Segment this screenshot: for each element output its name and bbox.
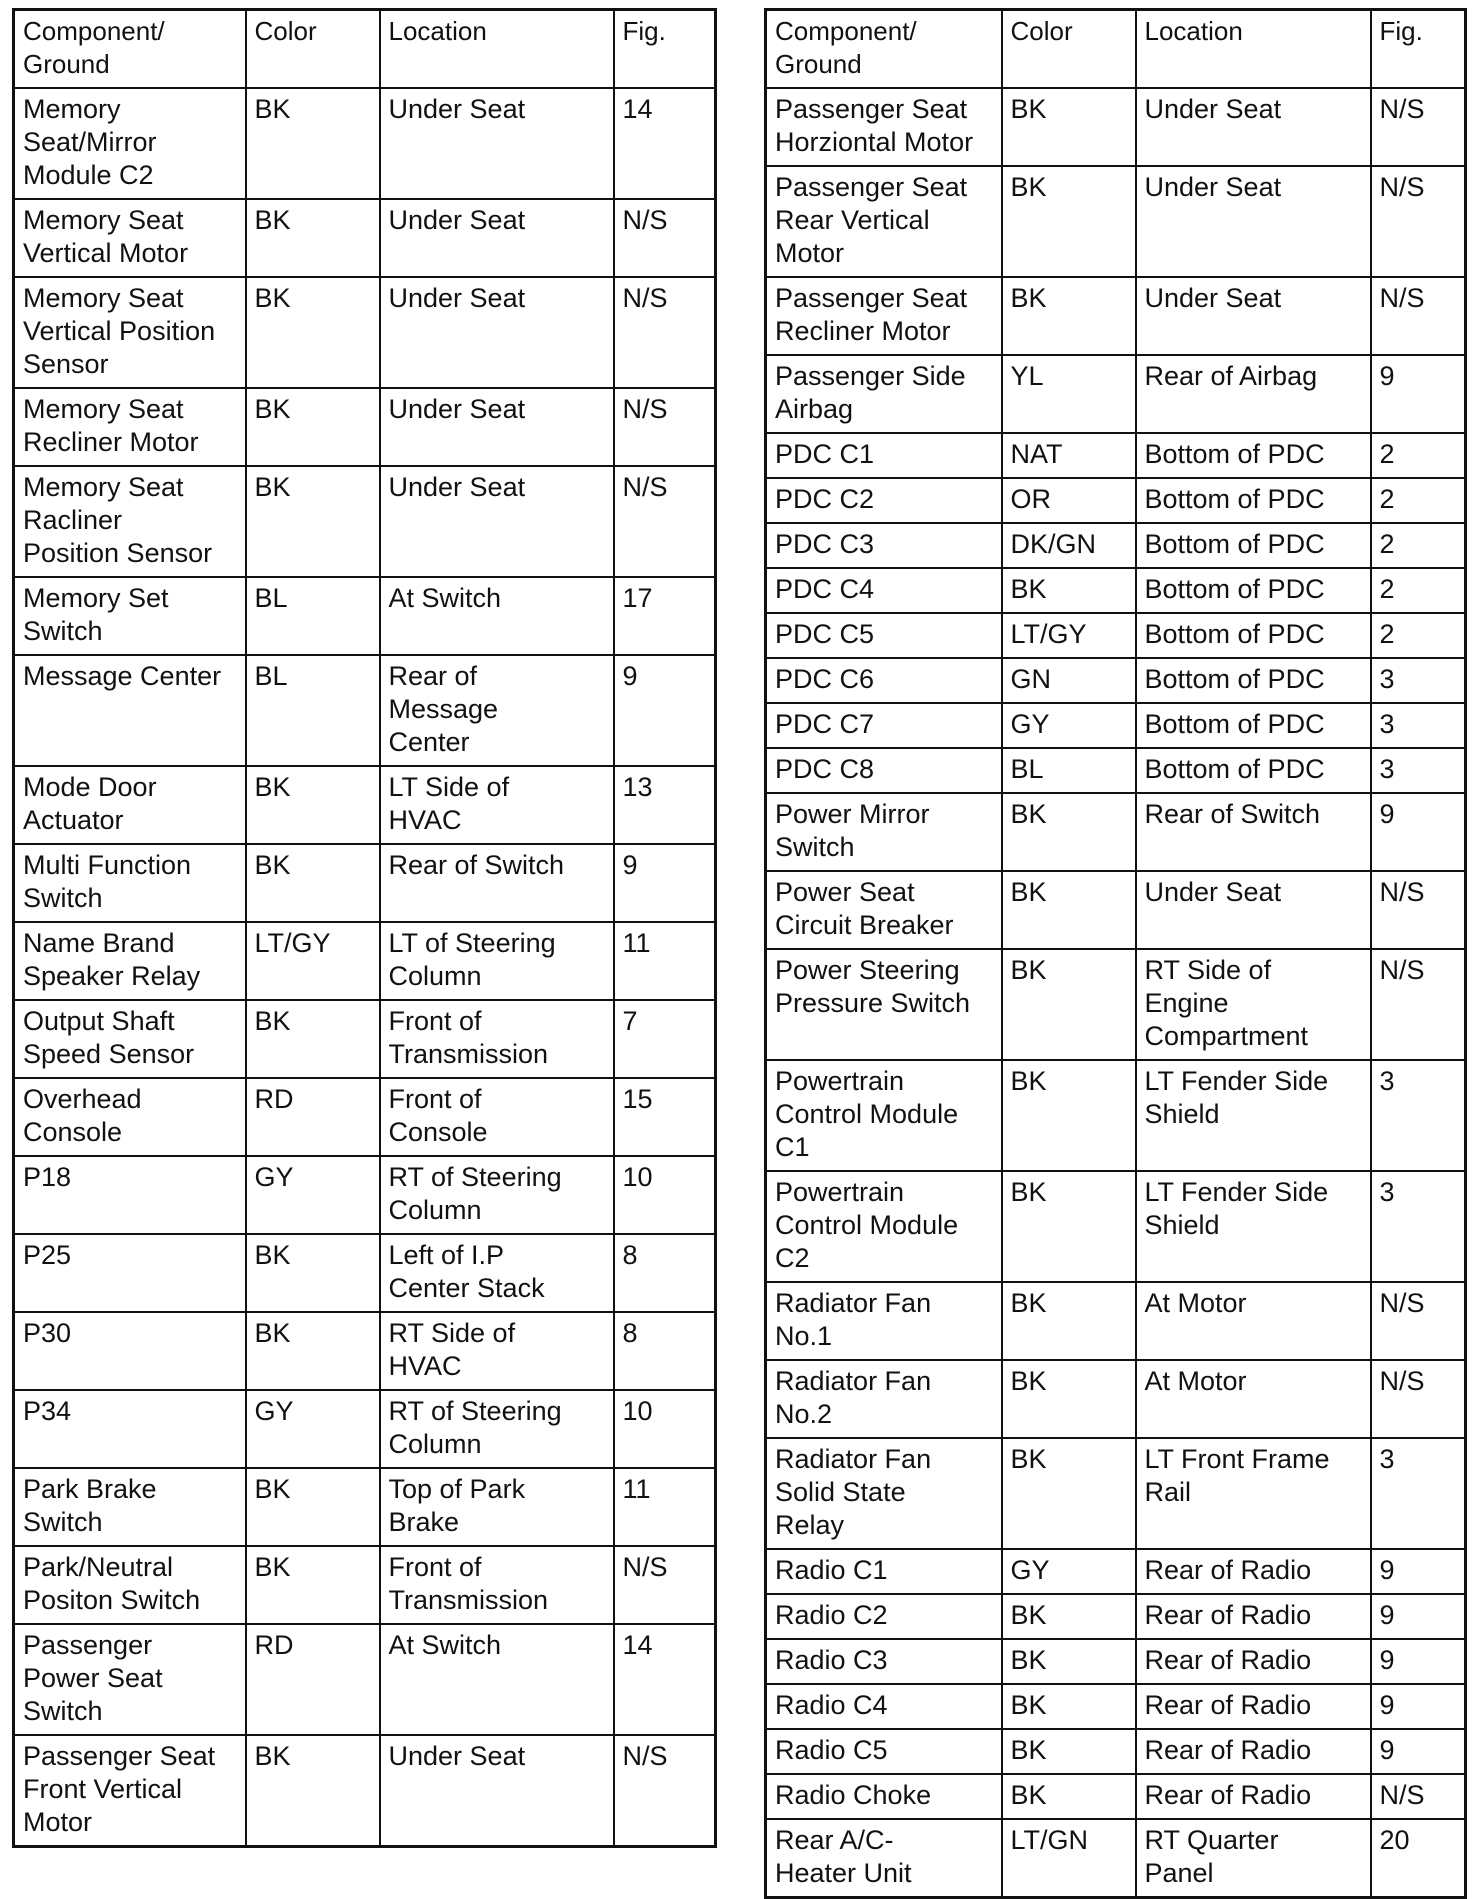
cell-component: Overhead Console bbox=[14, 1078, 246, 1156]
cell-color: BK bbox=[1002, 1684, 1136, 1729]
cell-location: LT Side of HVAC bbox=[380, 766, 614, 844]
cell-location: Under Seat bbox=[1136, 166, 1371, 277]
header-component: Component/ Ground bbox=[766, 10, 1002, 89]
table-row bbox=[766, 1060, 1466, 1171]
cell-location: Under Seat bbox=[380, 88, 614, 199]
cell-color: BK bbox=[246, 1234, 380, 1312]
cell-color: BL bbox=[1002, 748, 1136, 793]
cell-location: Front of Console bbox=[380, 1078, 614, 1156]
cell-component: Memory Seat/Mirror Module C2 bbox=[14, 88, 246, 199]
cell-fig: 14 bbox=[614, 1624, 716, 1735]
table-row bbox=[766, 88, 1466, 166]
cell-component: Radio C5 bbox=[766, 1729, 1002, 1774]
cell-location: Rear of Switch bbox=[380, 844, 614, 922]
cell-color: NAT bbox=[1002, 433, 1136, 478]
cell-fig: 17 bbox=[614, 577, 716, 655]
cell-color: BK bbox=[1002, 1594, 1136, 1639]
cell-location: At Switch bbox=[380, 1624, 614, 1735]
cell-color: LT/GN bbox=[1002, 1819, 1136, 1898]
cell-component: Powertrain Control Module C1 bbox=[766, 1060, 1002, 1171]
cell-component: P18 bbox=[14, 1156, 246, 1234]
cell-location: Bottom of PDC bbox=[1136, 523, 1371, 568]
table-row bbox=[14, 466, 716, 577]
table-row bbox=[14, 1078, 716, 1156]
cell-color: GN bbox=[1002, 658, 1136, 703]
cell-color: BK bbox=[1002, 1438, 1136, 1549]
cell-fig: 3 bbox=[1371, 1171, 1466, 1282]
cell-location: At Motor bbox=[1136, 1282, 1371, 1360]
cell-color: LT/GY bbox=[1002, 613, 1136, 658]
cell-fig: N/S bbox=[614, 199, 716, 277]
table-row bbox=[14, 655, 716, 766]
cell-fig: N/S bbox=[1371, 88, 1466, 166]
cell-location: Front of Transmission bbox=[380, 1000, 614, 1078]
header-color: Color bbox=[246, 10, 380, 89]
cell-fig: 9 bbox=[614, 655, 716, 766]
table-row bbox=[14, 277, 716, 388]
cell-component: Passenger Seat Front Vertical Motor bbox=[14, 1735, 246, 1847]
cell-color: GY bbox=[246, 1390, 380, 1468]
cell-fig: 9 bbox=[614, 844, 716, 922]
cell-location: RT Quarter Panel bbox=[1136, 1819, 1371, 1898]
cell-color: BK bbox=[1002, 1729, 1136, 1774]
cell-component: Memory Seat Recliner Motor bbox=[14, 388, 246, 466]
cell-color: BK bbox=[1002, 88, 1136, 166]
cell-component: Memory Seat Racliner Position Sensor bbox=[14, 466, 246, 577]
cell-fig: 3 bbox=[1371, 658, 1466, 703]
table-row bbox=[766, 793, 1466, 871]
cell-fig: 20 bbox=[1371, 1819, 1466, 1898]
cell-fig: 2 bbox=[1371, 478, 1466, 523]
cell-location: Under Seat bbox=[380, 1735, 614, 1847]
cell-location: At Switch bbox=[380, 577, 614, 655]
table-row bbox=[14, 1390, 716, 1468]
cell-component: P34 bbox=[14, 1390, 246, 1468]
cell-color: BK bbox=[1002, 166, 1136, 277]
table-row bbox=[766, 166, 1466, 277]
cell-location: Under Seat bbox=[380, 277, 614, 388]
cell-color: LT/GY bbox=[246, 922, 380, 1000]
cell-location: Under Seat bbox=[380, 199, 614, 277]
cell-location: LT Front Frame Rail bbox=[1136, 1438, 1371, 1549]
table-row bbox=[14, 88, 716, 199]
cell-component: Name Brand Speaker Relay bbox=[14, 922, 246, 1000]
cell-component: Rear A/C- Heater Unit bbox=[766, 1819, 1002, 1898]
cell-component: PDC C2 bbox=[766, 478, 1002, 523]
cell-component: PDC C7 bbox=[766, 703, 1002, 748]
cell-fig: 2 bbox=[1371, 568, 1466, 613]
table-row bbox=[766, 478, 1466, 523]
table-row bbox=[766, 703, 1466, 748]
table-row bbox=[14, 388, 716, 466]
header-row bbox=[766, 10, 1466, 89]
table-row bbox=[766, 1594, 1466, 1639]
cell-fig: 3 bbox=[1371, 1438, 1466, 1549]
cell-location: Rear of Radio bbox=[1136, 1684, 1371, 1729]
cell-color: BK bbox=[246, 277, 380, 388]
cell-component: Passenger Power Seat Switch bbox=[14, 1624, 246, 1735]
cell-color: BK bbox=[246, 1000, 380, 1078]
cell-color: BK bbox=[1002, 1360, 1136, 1438]
table-row bbox=[14, 844, 716, 922]
cell-fig: N/S bbox=[614, 466, 716, 577]
cell-component: Memory Seat Vertical Position Sensor bbox=[14, 277, 246, 388]
cell-component: PDC C6 bbox=[766, 658, 1002, 703]
cell-location: Under Seat bbox=[1136, 88, 1371, 166]
cell-location: Bottom of PDC bbox=[1136, 613, 1371, 658]
cell-color: BK bbox=[246, 1468, 380, 1546]
cell-location: Rear of Radio bbox=[1136, 1729, 1371, 1774]
table-row bbox=[766, 277, 1466, 355]
header-fig: Fig. bbox=[1371, 10, 1466, 89]
cell-location: LT Fender Side Shield bbox=[1136, 1171, 1371, 1282]
cell-location: Rear of Radio bbox=[1136, 1594, 1371, 1639]
cell-color: BK bbox=[246, 1312, 380, 1390]
cell-component: Power Steering Pressure Switch bbox=[766, 949, 1002, 1060]
cell-location: Rear of Radio bbox=[1136, 1549, 1371, 1594]
left-ground-table bbox=[12, 8, 717, 1848]
table-row bbox=[14, 922, 716, 1000]
cell-color: BK bbox=[1002, 949, 1136, 1060]
cell-color: BK bbox=[1002, 568, 1136, 613]
cell-fig: 9 bbox=[1371, 355, 1466, 433]
cell-fig: 13 bbox=[614, 766, 716, 844]
cell-location: At Motor bbox=[1136, 1360, 1371, 1438]
cell-component: PDC C8 bbox=[766, 748, 1002, 793]
cell-component: P30 bbox=[14, 1312, 246, 1390]
cell-location: Rear of Message Center bbox=[380, 655, 614, 766]
cell-fig: N/S bbox=[1371, 1282, 1466, 1360]
cell-fig: 2 bbox=[1371, 523, 1466, 568]
table-row bbox=[766, 871, 1466, 949]
header-row bbox=[14, 10, 716, 89]
cell-color: BK bbox=[246, 199, 380, 277]
cell-color: BK bbox=[246, 466, 380, 577]
cell-color: BK bbox=[1002, 1171, 1136, 1282]
cell-fig: 2 bbox=[1371, 433, 1466, 478]
cell-color: BK bbox=[1002, 871, 1136, 949]
cell-component: Radiator Fan Solid State Relay bbox=[766, 1438, 1002, 1549]
table-row bbox=[14, 1156, 716, 1234]
cell-fig: 15 bbox=[614, 1078, 716, 1156]
table-row bbox=[766, 355, 1466, 433]
cell-location: Bottom of PDC bbox=[1136, 478, 1371, 523]
cell-component: PDC C1 bbox=[766, 433, 1002, 478]
cell-color: BK bbox=[1002, 1774, 1136, 1819]
cell-component: Radio C4 bbox=[766, 1684, 1002, 1729]
cell-fig: N/S bbox=[1371, 166, 1466, 277]
table-row bbox=[766, 1819, 1466, 1898]
cell-color: BK bbox=[246, 388, 380, 466]
cell-color: GY bbox=[1002, 703, 1136, 748]
cell-component: Power Seat Circuit Breaker bbox=[766, 871, 1002, 949]
cell-component: P25 bbox=[14, 1234, 246, 1312]
cell-location: RT of Steering Column bbox=[380, 1390, 614, 1468]
cell-component: Passenger Seat Rear Vertical Motor bbox=[766, 166, 1002, 277]
cell-component: Passenger Seat Recliner Motor bbox=[766, 277, 1002, 355]
table-row bbox=[766, 1729, 1466, 1774]
cell-component: Radiator Fan No.1 bbox=[766, 1282, 1002, 1360]
cell-fig: 9 bbox=[1371, 1729, 1466, 1774]
cell-location: Front of Transmission bbox=[380, 1546, 614, 1624]
cell-component: Multi Function Switch bbox=[14, 844, 246, 922]
table-row bbox=[766, 658, 1466, 703]
cell-component: Memory Seat Vertical Motor bbox=[14, 199, 246, 277]
cell-fig: 3 bbox=[1371, 703, 1466, 748]
cell-fig: 10 bbox=[614, 1390, 716, 1468]
table-row bbox=[14, 1624, 716, 1735]
cell-location: RT of Steering Column bbox=[380, 1156, 614, 1234]
cell-fig: N/S bbox=[1371, 277, 1466, 355]
cell-component: Mode Door Actuator bbox=[14, 766, 246, 844]
header-component: Component/ Ground bbox=[14, 10, 246, 89]
table-row bbox=[14, 1000, 716, 1078]
cell-fig: 8 bbox=[614, 1312, 716, 1390]
table-row bbox=[766, 1438, 1466, 1549]
cell-color: BK bbox=[246, 88, 380, 199]
cell-color: YL bbox=[1002, 355, 1136, 433]
cell-location: Bottom of PDC bbox=[1136, 748, 1371, 793]
cell-location: Rear of Switch bbox=[1136, 793, 1371, 871]
table-row bbox=[766, 1360, 1466, 1438]
cell-color: RD bbox=[246, 1078, 380, 1156]
cell-component: Message Center bbox=[14, 655, 246, 766]
cell-component: Passenger Side Airbag bbox=[766, 355, 1002, 433]
cell-color: BK bbox=[1002, 1639, 1136, 1684]
table-row bbox=[14, 1546, 716, 1624]
right-ground-table bbox=[764, 8, 1467, 1899]
cell-fig: 9 bbox=[1371, 1639, 1466, 1684]
cell-component: Radiator Fan No.2 bbox=[766, 1360, 1002, 1438]
cell-location: Rear of Airbag bbox=[1136, 355, 1371, 433]
cell-fig: 10 bbox=[614, 1156, 716, 1234]
cell-component: Output Shaft Speed Sensor bbox=[14, 1000, 246, 1078]
cell-component: PDC C3 bbox=[766, 523, 1002, 568]
cell-component: PDC C4 bbox=[766, 568, 1002, 613]
cell-fig: N/S bbox=[1371, 1774, 1466, 1819]
cell-color: BK bbox=[246, 1735, 380, 1847]
cell-fig: N/S bbox=[614, 277, 716, 388]
cell-fig: N/S bbox=[614, 388, 716, 466]
table-row bbox=[766, 1171, 1466, 1282]
cell-fig: N/S bbox=[1371, 871, 1466, 949]
cell-fig: N/S bbox=[1371, 1360, 1466, 1438]
cell-fig: 11 bbox=[614, 922, 716, 1000]
cell-location: LT of Steering Column bbox=[380, 922, 614, 1000]
cell-color: BK bbox=[246, 1546, 380, 1624]
table-row bbox=[766, 568, 1466, 613]
table-row bbox=[14, 1735, 716, 1847]
table-row bbox=[14, 1468, 716, 1546]
table-row bbox=[14, 577, 716, 655]
cell-color: BK bbox=[246, 844, 380, 922]
cell-color: BK bbox=[1002, 1282, 1136, 1360]
table-row bbox=[766, 1774, 1466, 1819]
table-row bbox=[766, 949, 1466, 1060]
cell-color: GY bbox=[1002, 1549, 1136, 1594]
header-color: Color bbox=[1002, 10, 1136, 89]
cell-fig: 9 bbox=[1371, 793, 1466, 871]
cell-location: Under Seat bbox=[1136, 871, 1371, 949]
cell-component: Radio C3 bbox=[766, 1639, 1002, 1684]
cell-color: BK bbox=[1002, 1060, 1136, 1171]
header-location: Location bbox=[1136, 10, 1371, 89]
cell-color: BL bbox=[246, 577, 380, 655]
cell-location: Under Seat bbox=[1136, 277, 1371, 355]
header-location: Location bbox=[380, 10, 614, 89]
table-row bbox=[766, 523, 1466, 568]
cell-component: Radio Choke bbox=[766, 1774, 1002, 1819]
cell-component: Radio C1 bbox=[766, 1549, 1002, 1594]
cell-fig: 3 bbox=[1371, 1060, 1466, 1171]
cell-location: Rear of Radio bbox=[1136, 1639, 1371, 1684]
table-row bbox=[14, 199, 716, 277]
cell-fig: N/S bbox=[614, 1546, 716, 1624]
cell-color: DK/GN bbox=[1002, 523, 1136, 568]
cell-location: LT Fender Side Shield bbox=[1136, 1060, 1371, 1171]
table-row bbox=[14, 766, 716, 844]
header-fig: Fig. bbox=[614, 10, 716, 89]
cell-fig: N/S bbox=[614, 1735, 716, 1847]
cell-color: BL bbox=[246, 655, 380, 766]
cell-location: Left of I.P Center Stack bbox=[380, 1234, 614, 1312]
table-row bbox=[766, 1639, 1466, 1684]
table-row bbox=[766, 433, 1466, 478]
cell-fig: N/S bbox=[1371, 949, 1466, 1060]
cell-location: Rear of Radio bbox=[1136, 1774, 1371, 1819]
cell-component: Power Mirror Switch bbox=[766, 793, 1002, 871]
table-row bbox=[766, 748, 1466, 793]
cell-location: Bottom of PDC bbox=[1136, 433, 1371, 478]
cell-fig: 11 bbox=[614, 1468, 716, 1546]
cell-location: Under Seat bbox=[380, 466, 614, 577]
cell-component: Passenger Seat Horziontal Motor bbox=[766, 88, 1002, 166]
cell-fig: 7 bbox=[614, 1000, 716, 1078]
cell-location: Bottom of PDC bbox=[1136, 703, 1371, 748]
cell-location: Bottom of PDC bbox=[1136, 658, 1371, 703]
cell-component: PDC C5 bbox=[766, 613, 1002, 658]
cell-component: Park Brake Switch bbox=[14, 1468, 246, 1546]
cell-component: Memory Set Switch bbox=[14, 577, 246, 655]
cell-color: GY bbox=[246, 1156, 380, 1234]
cell-location: Under Seat bbox=[380, 388, 614, 466]
cell-fig: 14 bbox=[614, 88, 716, 199]
table-row bbox=[766, 1549, 1466, 1594]
table-row bbox=[766, 1282, 1466, 1360]
cell-component: Powertrain Control Module C2 bbox=[766, 1171, 1002, 1282]
cell-fig: 9 bbox=[1371, 1549, 1466, 1594]
cell-fig: 3 bbox=[1371, 748, 1466, 793]
cell-color: BK bbox=[246, 766, 380, 844]
cell-color: BK bbox=[1002, 793, 1136, 871]
table-row bbox=[766, 1684, 1466, 1729]
cell-color: OR bbox=[1002, 478, 1136, 523]
cell-fig: 9 bbox=[1371, 1684, 1466, 1729]
table-row bbox=[14, 1234, 716, 1312]
cell-location: RT Side of Engine Compartment bbox=[1136, 949, 1371, 1060]
cell-component: Radio C2 bbox=[766, 1594, 1002, 1639]
cell-color: RD bbox=[246, 1624, 380, 1735]
cell-fig: 9 bbox=[1371, 1594, 1466, 1639]
cell-location: Top of Park Brake bbox=[380, 1468, 614, 1546]
table-row bbox=[766, 613, 1466, 658]
cell-fig: 8 bbox=[614, 1234, 716, 1312]
cell-location: Bottom of PDC bbox=[1136, 568, 1371, 613]
cell-location: RT Side of HVAC bbox=[380, 1312, 614, 1390]
table-row bbox=[14, 1312, 716, 1390]
cell-color: BK bbox=[1002, 277, 1136, 355]
cell-fig: 2 bbox=[1371, 613, 1466, 658]
cell-component: Park/Neutral Positon Switch bbox=[14, 1546, 246, 1624]
